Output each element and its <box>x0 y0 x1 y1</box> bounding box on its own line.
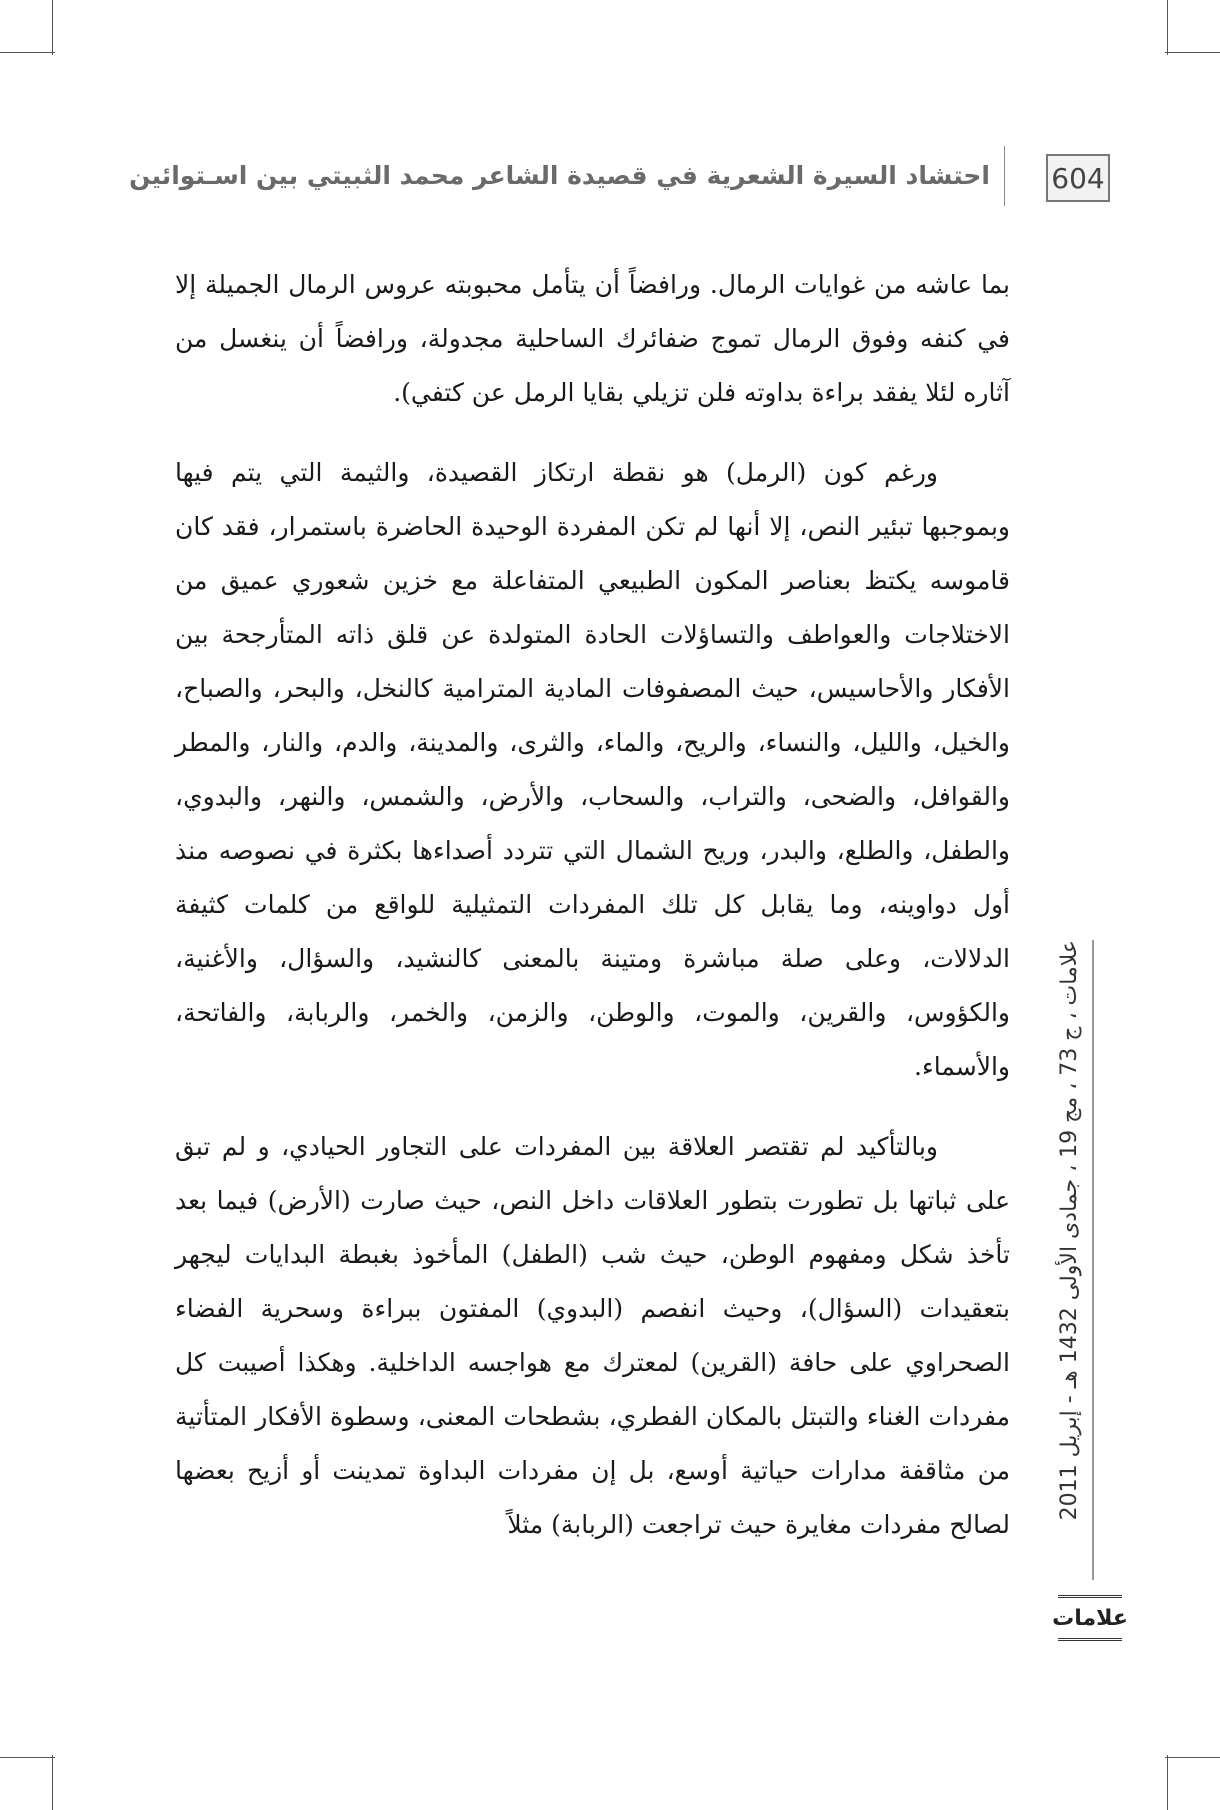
paragraph-2: ورغم كون (الرمل) هو نقطة ارتكاز القصيدة، والثيمة التي يتم فيها وبموجبها تبئير النص، إلا أنها لم تكن المفردة الوحيدة الحاضرة باستمرار، فقد كان قاموسه يكتظ بعناصر المكون الطبيعي المتفاعلة مع خزين شعوري عميق من الاختلاجات والعواطف والتساؤلات الحادة المتولدة عن قلق ذاته المتأرجحة بين الأفكار والأحاسيس، حيث المصفوفات المادية المترامية كالنخل، والبحر، والصباح، والخيل، والليل، والنساء، والريح، والماء، والثرى، والمدينة، والدم، والنار، والمطر والقوافل، والضحى، والتراب، والسحاب، والأرض، والشمس، والنهر، والبدوي، والطفل، والطلع، والبدر، وريح الشمال التي تتردد أصداءها بكثرة في نصوصه منذ أول دواوينه، وما يقابل كل تلك المفردات التمثيلية للواقع من كلمات كثيفة الدلالات، وعلى صلة مباشرة ومتينة بالمعنى كالنشيد، والسؤال، والأغنية، والكؤوس، والقرين، والموت، والوطن، والزمن، والخمر، والربابة، والفاتحة، والأسماء. <box>175 458 1010 1081</box>
crop-mark <box>1165 52 1220 53</box>
running-title: احتشاد السيرة الشعرية في قصيدة الشاعر محمد الثبيتي بين اسـتوائين <box>129 161 990 190</box>
crop-mark <box>1167 0 1168 55</box>
crop-mark <box>52 1755 53 1810</box>
crop-mark <box>1165 1757 1220 1758</box>
journal-issue-info: علامات ، ج 73 ، مج 19 ، جمادى الأولى 1432 هـ - إبريل 2011 <box>1057 940 1082 1521</box>
header-divider <box>1004 146 1005 206</box>
paragraph-1: بما عاشه من غوايات الرمال. ورافضاً أن يتأمل محبوبته عروس الرمال الجميلة إلا في كنفه وفوق الرمال تموج ضفائرك الساحلية مجدولة، ورافضاً أن ينغسل من آثاره لئلا يفقد براءة بداوته فلن تزيلي بقايا الرمل عن كتفي). <box>175 270 1010 407</box>
journal-logo: علامات <box>1058 1595 1122 1641</box>
article-body <box>175 258 1010 1578</box>
crop-mark <box>52 0 53 55</box>
crop-mark <box>0 1757 55 1758</box>
crop-mark <box>0 52 55 53</box>
paragraph-3: وبالتأكيد لم تقتصر العلاقة بين المفردات على التجاور الحيادي، و لم تبق على ثباتها بل تطورت بتطور العلاقات داخل النص، حيث صارت (الأرض) فيما بعد تأخذ شكل ومفهوم الوطن، حيث شب (الطفل) المأخوذ بغبطة البدايات ليجهر بتعقيدات (السؤال)، وحيث انفصم (البدوي) المفتون ببراءة وسحرية الفضاء الصحراوي على حافة (القرين) لمعترك مع هواجسه الداخلية. وهكذا أصيبت كل مفردات الغناء والتبتل بالمكان الفطري، بشطحات المعنى، وسطوة الأفكار المتأتية من مثاقفة مدارات حياتية أوسع، بل إن مفردات البداوة تمدينت أو أزيح بعضها لصالح مفردات مغايرة حيث تراجعت (الربابة) مثلاً <box>175 1132 1010 1539</box>
sidebar-divider <box>1092 940 1094 1580</box>
crop-mark <box>1167 1755 1168 1810</box>
page-number: 604 <box>1046 154 1110 202</box>
running-header <box>129 146 1110 206</box>
